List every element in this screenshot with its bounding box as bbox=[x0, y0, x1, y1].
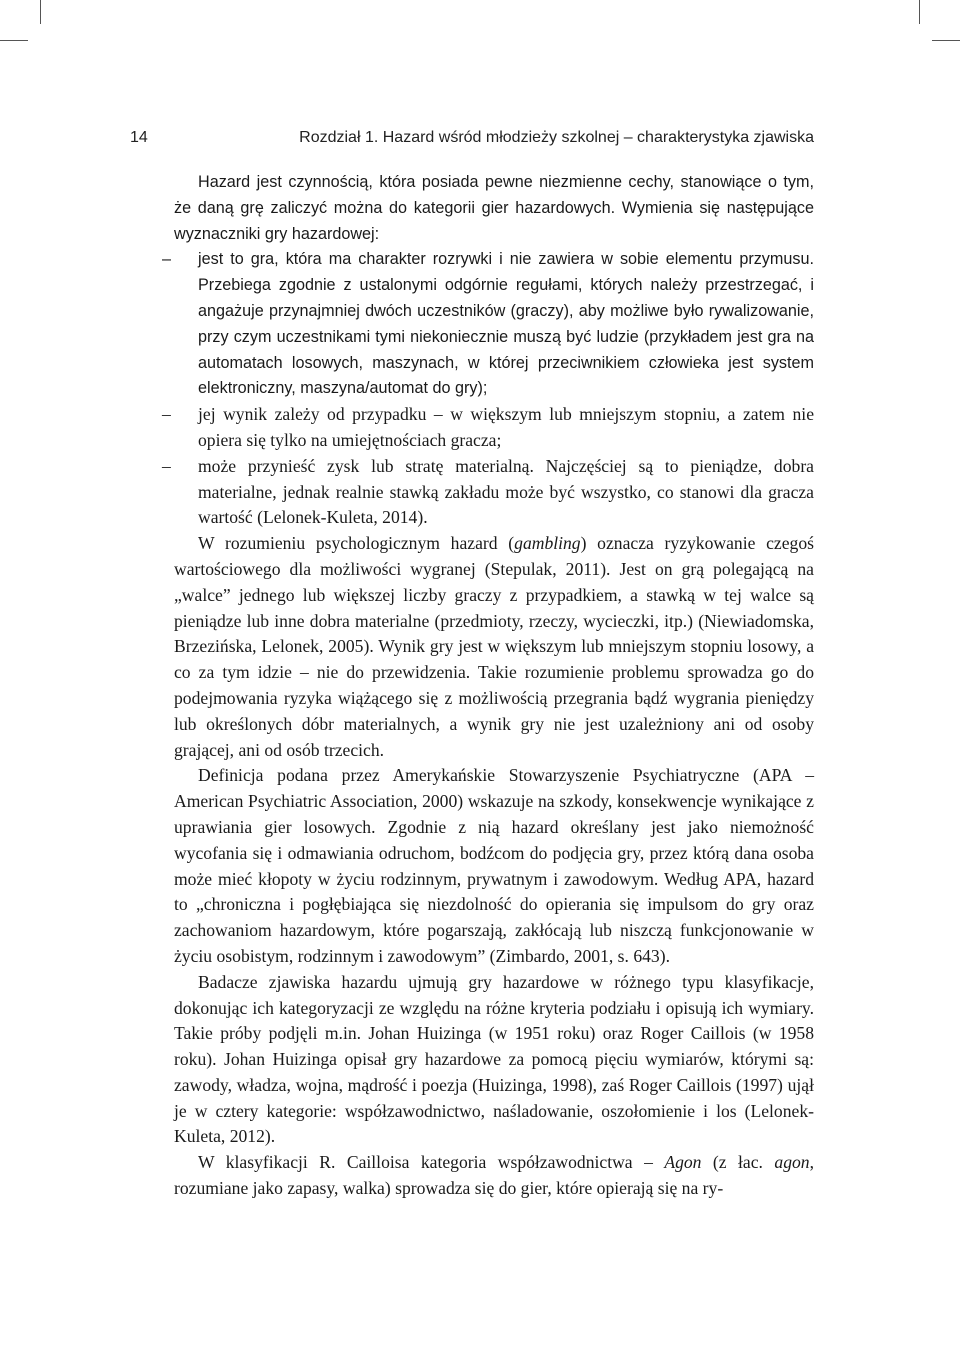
crop-mark bbox=[0, 40, 28, 41]
text-run: ) oznacza ryzykowanie czegoś wartościowego dla możliwości wygranej (Stepulak, 2011). Jest on grą polegającą na „walce” jednego lub większej liczby graczy z przypadkiem, a stawką w tej walce są pieniądze lub inne dobra materialne (przedmioty, rzeczy, wycieczki, itp.) (Niewiadomska, Brzezińska, Lelonek, 2005). Wynik gry jest w większym lub mniejszym stopniu losowy, a co za tym idzie – nie do przewidzenia. Takie rozumienie problemu sprowadza go do podejmowania ryzyka wiążącego się z możliwością przegrania bądź wygrania pieniędzy lub określonych dóbr materialnych, a wynik gry nie jest uzależniony ani od osoby grającej, ani od osób trzecich. bbox=[174, 533, 814, 760]
crop-mark bbox=[40, 0, 41, 24]
dash-marker: – bbox=[162, 455, 171, 476]
italic-term: Agon bbox=[664, 1152, 702, 1173]
intro-paragraph: Hazard jest czynnością, która posiada pewne niezmienne cechy, stanowiące o tym, że daną grę zaliczyć można do kategorii gier hazardowych. Wymienia się następujące wyznaczniki gry hazardowej: bbox=[174, 173, 814, 243]
list-item bbox=[162, 402, 814, 454]
dash-marker: – bbox=[162, 404, 171, 425]
paragraph-caillois bbox=[174, 1150, 814, 1202]
paragraph-apa: Definicja podana przez Amerykańskie Stowarzyszenie Psychiatryczne (APA – American Psychiatric Association, 2000) wskazuje na szkody, konsekwencje wynikające z uprawiania gier losowych. Zgodnie z nią hazard określany jest jako niemożność wycofania się i odmawiania odruchom, bodźcom do podjęcia gry, przez którą dana osoba może mieć kłopoty w życiu rodzinnym, prywatnym i zawodowym. Według APA, hazard to „chroniczna i pogłębiająca się niezdolność do opierania się impulsom do gry oraz zachowaniom hazardowym, które pogarszają, zakłócają lub niszczą funkcjonowanie w życiu osobistym, rodzinnym i zawodowym” (Zimbardo, 2001, s. 643). bbox=[174, 765, 814, 966]
paragraph-researchers: Badacze zjawiska hazardu ujmują gry hazardowe w różnego typu klasyfikacje, dokonując ich kategoryzacji ze względu na różne kryteria podziału i opisują ich wymiary. Takie próby podjęli m.in. Johan Huizinga (w 1951 roku) oraz Roger Caillois (w 1958 roku). Johan Huizinga opisał gry hazardowe za pomocą pięciu wymiarów, którymi są: zawody, władza, wojna, mądrość i poezja (Huizinga, 1998), zaś Roger Caillois (1997) ujął je w cztery kategorie: współzawodnictwo, naśladowanie, oszołomienie i los (Lelonek-Kuleta, 2012). bbox=[174, 971, 814, 1147]
list-item-text: może przynieść zysk lub stratę materialną. Najczęściej są to pieniądze, dobra materialne, jednak realnie stawką zakładu może być wszystko, co stanowi dla gracza wartość (Lelonek-Kuleta, 2014). bbox=[198, 455, 814, 528]
running-title: Rozdział 1. Hazard wśród młodzieży szkolnej – charakterystyka zjawiska bbox=[299, 129, 814, 146]
body-text bbox=[162, 170, 814, 1202]
list-item-text: jest to gra, która ma charakter rozrywki i nie zawiera w sobie elementu przymusu. Przebiega zgodnie z ustalonymi odgórnie regułami, których należy przestrzegać, i angażuje przynajmniej dwóch uczestników (graczy), aby możliwe było rywalizowanie, przy czym uczestnikami tymi niekoniecznie muszą być ludzie (przykładem jest gra na automatach losowych, maszynach, w której przeciwnikiem człowieka jest system elektroniczny, maszyna/automat do gry); bbox=[198, 250, 814, 398]
dash-marker: – bbox=[162, 250, 172, 269]
paragraph-gambling bbox=[174, 531, 814, 763]
crop-mark bbox=[919, 0, 920, 24]
page-number: 14 bbox=[130, 129, 148, 146]
list-item bbox=[162, 247, 814, 402]
text-run: W rozumieniu psychologicznym hazard ( bbox=[198, 533, 515, 554]
text-run: W klasyfikacji R. Cailloisa kategoria współzawodnictwa – bbox=[198, 1152, 665, 1173]
italic-term: gambling bbox=[514, 533, 581, 554]
list-item-text: jej wynik zależy od przypadku – w większym lub mniejszym stopniu, a zatem nie opiera się tylko na umiejętnościach gracza; bbox=[198, 404, 814, 450]
text-run: (z łac. bbox=[701, 1152, 775, 1173]
italic-term: agon bbox=[774, 1152, 810, 1173]
text-run: , rozumiane jako zapasy, walka) sprowadza się do gier, które opierają się na ry- bbox=[174, 1152, 814, 1199]
list-item bbox=[162, 454, 814, 531]
crop-mark bbox=[932, 40, 960, 41]
criteria-list bbox=[162, 247, 814, 531]
